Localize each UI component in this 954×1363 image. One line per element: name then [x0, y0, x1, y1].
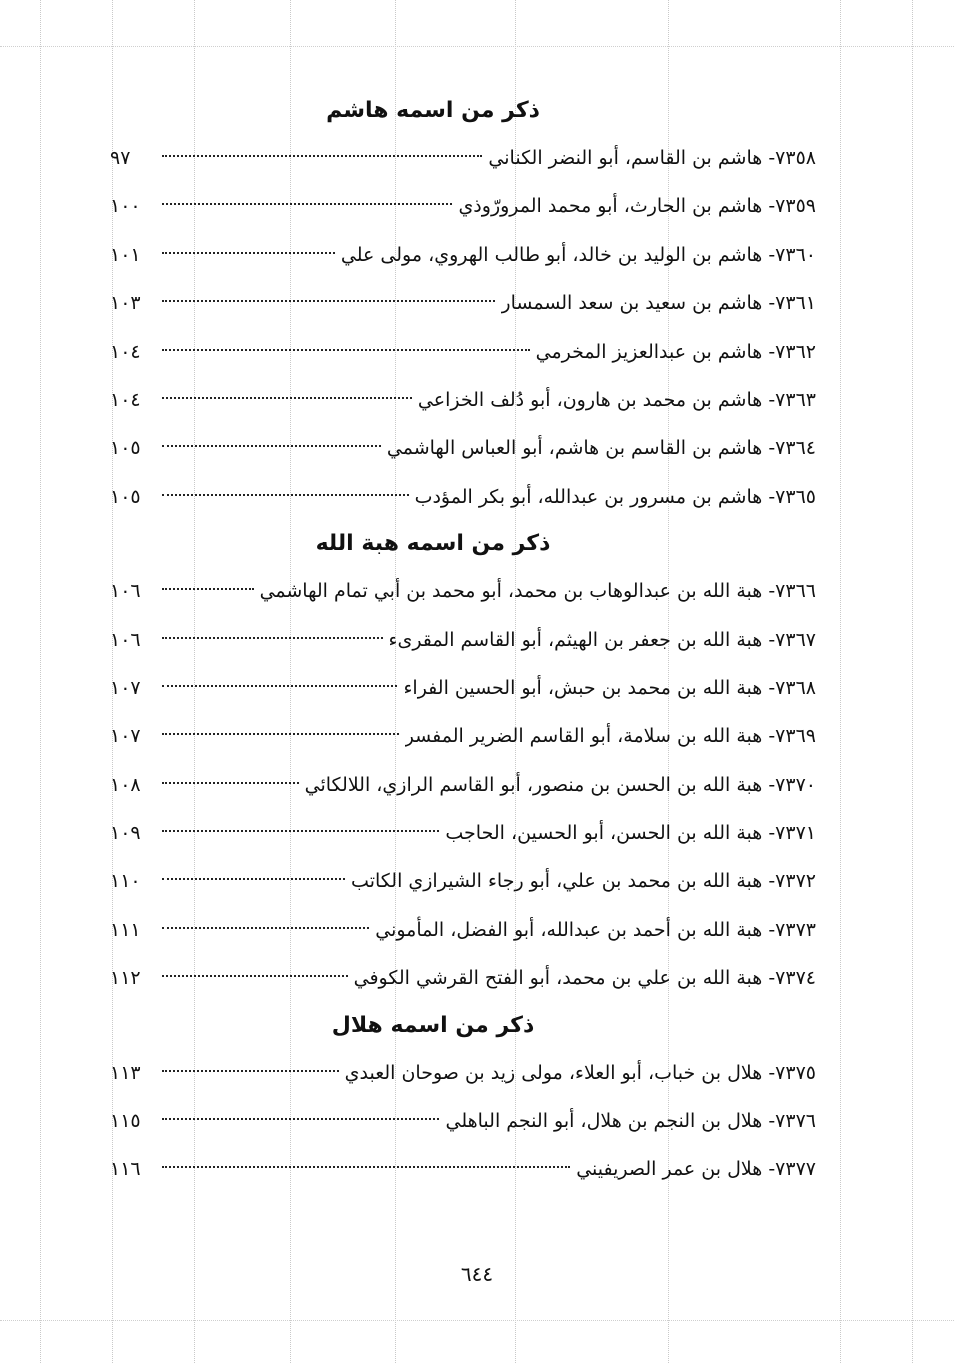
dot-leader	[162, 397, 412, 399]
entry-title: هبة الله بن محمد بن حبش، أبو الحسين الفراء	[403, 676, 763, 699]
entry-title: هاشم بن محمد بن هارون، أبو دُلف الخزاعي	[417, 388, 763, 411]
entry-number: ٧٣٦٩-	[768, 725, 816, 748]
toc-entry	[110, 424, 816, 472]
entry-number: ٧٣٧٦-	[768, 1110, 816, 1133]
toc-entry	[110, 1145, 816, 1193]
entry-title: هبة الله بن محمد بن علي، أبو رجاء الشيرازي الكاتب	[351, 870, 763, 893]
section-title: ذكر من اسمه هاشم	[326, 98, 540, 123]
entry-title: هاشم بن سعيد بن سعد السمسار	[501, 292, 763, 315]
entry-number: ٧٣٦٢-	[768, 340, 816, 363]
toc-entry	[110, 328, 816, 376]
entry-title: هبة الله بن الحسن بن منصور، أبو القاسم الرازي، اللالكائي	[304, 773, 763, 796]
dot-leader	[162, 685, 397, 687]
dot-leader	[162, 349, 530, 351]
entry-title: هلال بن عمر الصريفيني	[576, 1158, 763, 1181]
entry-number: ٧٣٧١-	[768, 822, 816, 845]
entry-title: هاشم بن القاسم بن هاشم، أبو العباس الهاشمي	[386, 437, 763, 460]
dot-leader	[162, 445, 381, 447]
toc-entry	[110, 616, 816, 664]
entry-title: هبة الله بن الحسن، أبو الحسين، الحاجب	[445, 822, 763, 845]
entry-page: ١١٥	[110, 1110, 141, 1133]
entry-page: ١٠٠	[110, 195, 141, 218]
toc-entry	[110, 1049, 816, 1097]
toc-entry	[110, 954, 816, 1002]
dot-leader	[162, 782, 299, 784]
entry-title: هبة الله بن عبدالوهاب بن محمد، أبو محمد بن أبي تمام الهاشمي	[259, 580, 763, 603]
toc-entry	[110, 712, 816, 760]
entry-number: ٧٣٦٣-	[768, 388, 816, 411]
dot-leader	[162, 975, 348, 977]
dot-leader	[162, 300, 495, 302]
toc-entry	[110, 182, 816, 230]
entry-page: ١٠١	[110, 243, 141, 266]
entry-number: ٧٣٧٣-	[768, 918, 816, 941]
entry-page: ١٠٧	[110, 725, 141, 748]
entry-page: ١١١	[110, 918, 141, 941]
dot-leader	[162, 1070, 339, 1072]
entry-page: ١٠٤	[110, 340, 141, 363]
scan-guide-line	[912, 0, 913, 1363]
entry-number: ٧٣٦٧-	[768, 628, 816, 651]
entry-page: ١٠٧	[110, 676, 141, 699]
toc-entry	[110, 279, 816, 327]
toc-entry	[110, 134, 816, 182]
entry-title: هبة الله بن جعفر بن الهيثم، أبو القاسم المقرىء	[388, 628, 763, 651]
toc-entry	[110, 761, 816, 809]
scan-guide-line	[840, 0, 841, 1363]
entry-page: ٩٧	[110, 147, 131, 169]
entry-page: ١٠٦	[110, 580, 141, 603]
entry-title: هلال بن خباب، أبو العلاء، مولى زيد بن صوحان العبدي	[344, 1061, 763, 1084]
dot-leader	[162, 927, 369, 929]
entry-number: ٧٣٧٤-	[768, 967, 816, 990]
entry-number: ٧٣٦٥-	[768, 485, 816, 508]
scan-guide-line	[40, 0, 41, 1363]
entry-page: ١٠٣	[110, 292, 141, 315]
entry-number: ٧٣٦١-	[768, 292, 816, 315]
entry-number: ٧٣٧٠-	[768, 773, 816, 796]
entry-page: ١٠٦	[110, 628, 141, 651]
entry-number: ٧٣٥٨-	[768, 147, 816, 169]
dot-leader	[162, 637, 383, 639]
dot-leader	[162, 830, 439, 832]
entry-page: ١٠٨	[110, 773, 141, 796]
entry-page: ١٠٤	[110, 388, 141, 411]
entry-number: ٧٣٦٤-	[768, 437, 816, 460]
entry-page: ١١٦	[110, 1158, 141, 1181]
entry-title: هبة الله بن أحمد بن عبدالله، أبو الفضل، المأموني	[375, 918, 763, 941]
dot-leader	[162, 1166, 570, 1168]
entry-title: هاشم بن الحارث، أبو محمد المرورّوذي	[458, 195, 763, 218]
dot-leader	[162, 252, 335, 254]
section-title: ذكر من اسمه هبة الله	[315, 531, 551, 557]
dot-leader	[162, 203, 452, 205]
entry-page: ١١٣	[110, 1061, 141, 1084]
toc-entry	[110, 567, 816, 615]
toc-entry	[110, 906, 816, 954]
entry-number: ٧٣٦٠-	[768, 243, 816, 266]
entry-page: ١١٢	[110, 967, 141, 990]
entry-title: هاشم بن الوليد بن خالد، أبو طالب الهروي، مولى علي	[340, 243, 763, 266]
entry-number: ٧٣٧٧-	[768, 1158, 816, 1181]
entry-title: هاشم بن عبدالعزيز المخرمي	[535, 340, 763, 363]
entry-page: ١٠٩	[110, 822, 141, 845]
entry-title: هاشم بن القاسم، أبو النضر الكناني	[488, 147, 763, 169]
toc-entry	[110, 231, 816, 279]
dot-leader	[162, 1118, 439, 1120]
entry-page: ١٠٥	[110, 485, 141, 508]
entry-title: هبة الله بن سلامة، أبو القاسم الضرير المفسر	[404, 725, 763, 748]
entry-number: ٧٣٧٥-	[768, 1061, 816, 1084]
toc-entry	[110, 473, 816, 521]
entry-title: هلال بن النجم بن هلال، أبو النجم الباهلي	[445, 1110, 763, 1133]
page-number: ٦٤٤	[460, 1262, 494, 1286]
entry-number: ٧٣٧٢-	[768, 870, 816, 893]
dot-leader	[162, 155, 482, 157]
dot-leader	[162, 588, 254, 590]
toc-entry	[110, 376, 816, 424]
scan-guide-line	[0, 1320, 954, 1321]
entry-number: ٧٣٦٦-	[768, 580, 816, 603]
entry-number: ٧٣٥٩-	[768, 195, 816, 218]
dot-leader	[162, 878, 345, 880]
entry-page: ١٠٥	[110, 437, 141, 460]
dot-leader	[162, 494, 409, 496]
entry-number: ٧٣٦٨-	[768, 676, 816, 699]
toc-entry	[110, 857, 816, 905]
dot-leader	[162, 733, 399, 735]
entry-page: ١١٠	[110, 870, 141, 893]
table-of-contents	[110, 88, 816, 1194]
toc-entry	[110, 664, 816, 712]
entry-title: هبة الله بن علي بن محمد، أبو الفتح القرشي الكوفي	[353, 967, 763, 990]
toc-entry	[110, 809, 816, 857]
entry-title: هاشم بن مسرور بن عبدالله، أبو بكر المؤدب	[414, 485, 763, 508]
scan-guide-line	[0, 46, 954, 47]
section-title: ذكر من اسمه هلال	[331, 1012, 535, 1038]
toc-entry	[110, 1097, 816, 1145]
